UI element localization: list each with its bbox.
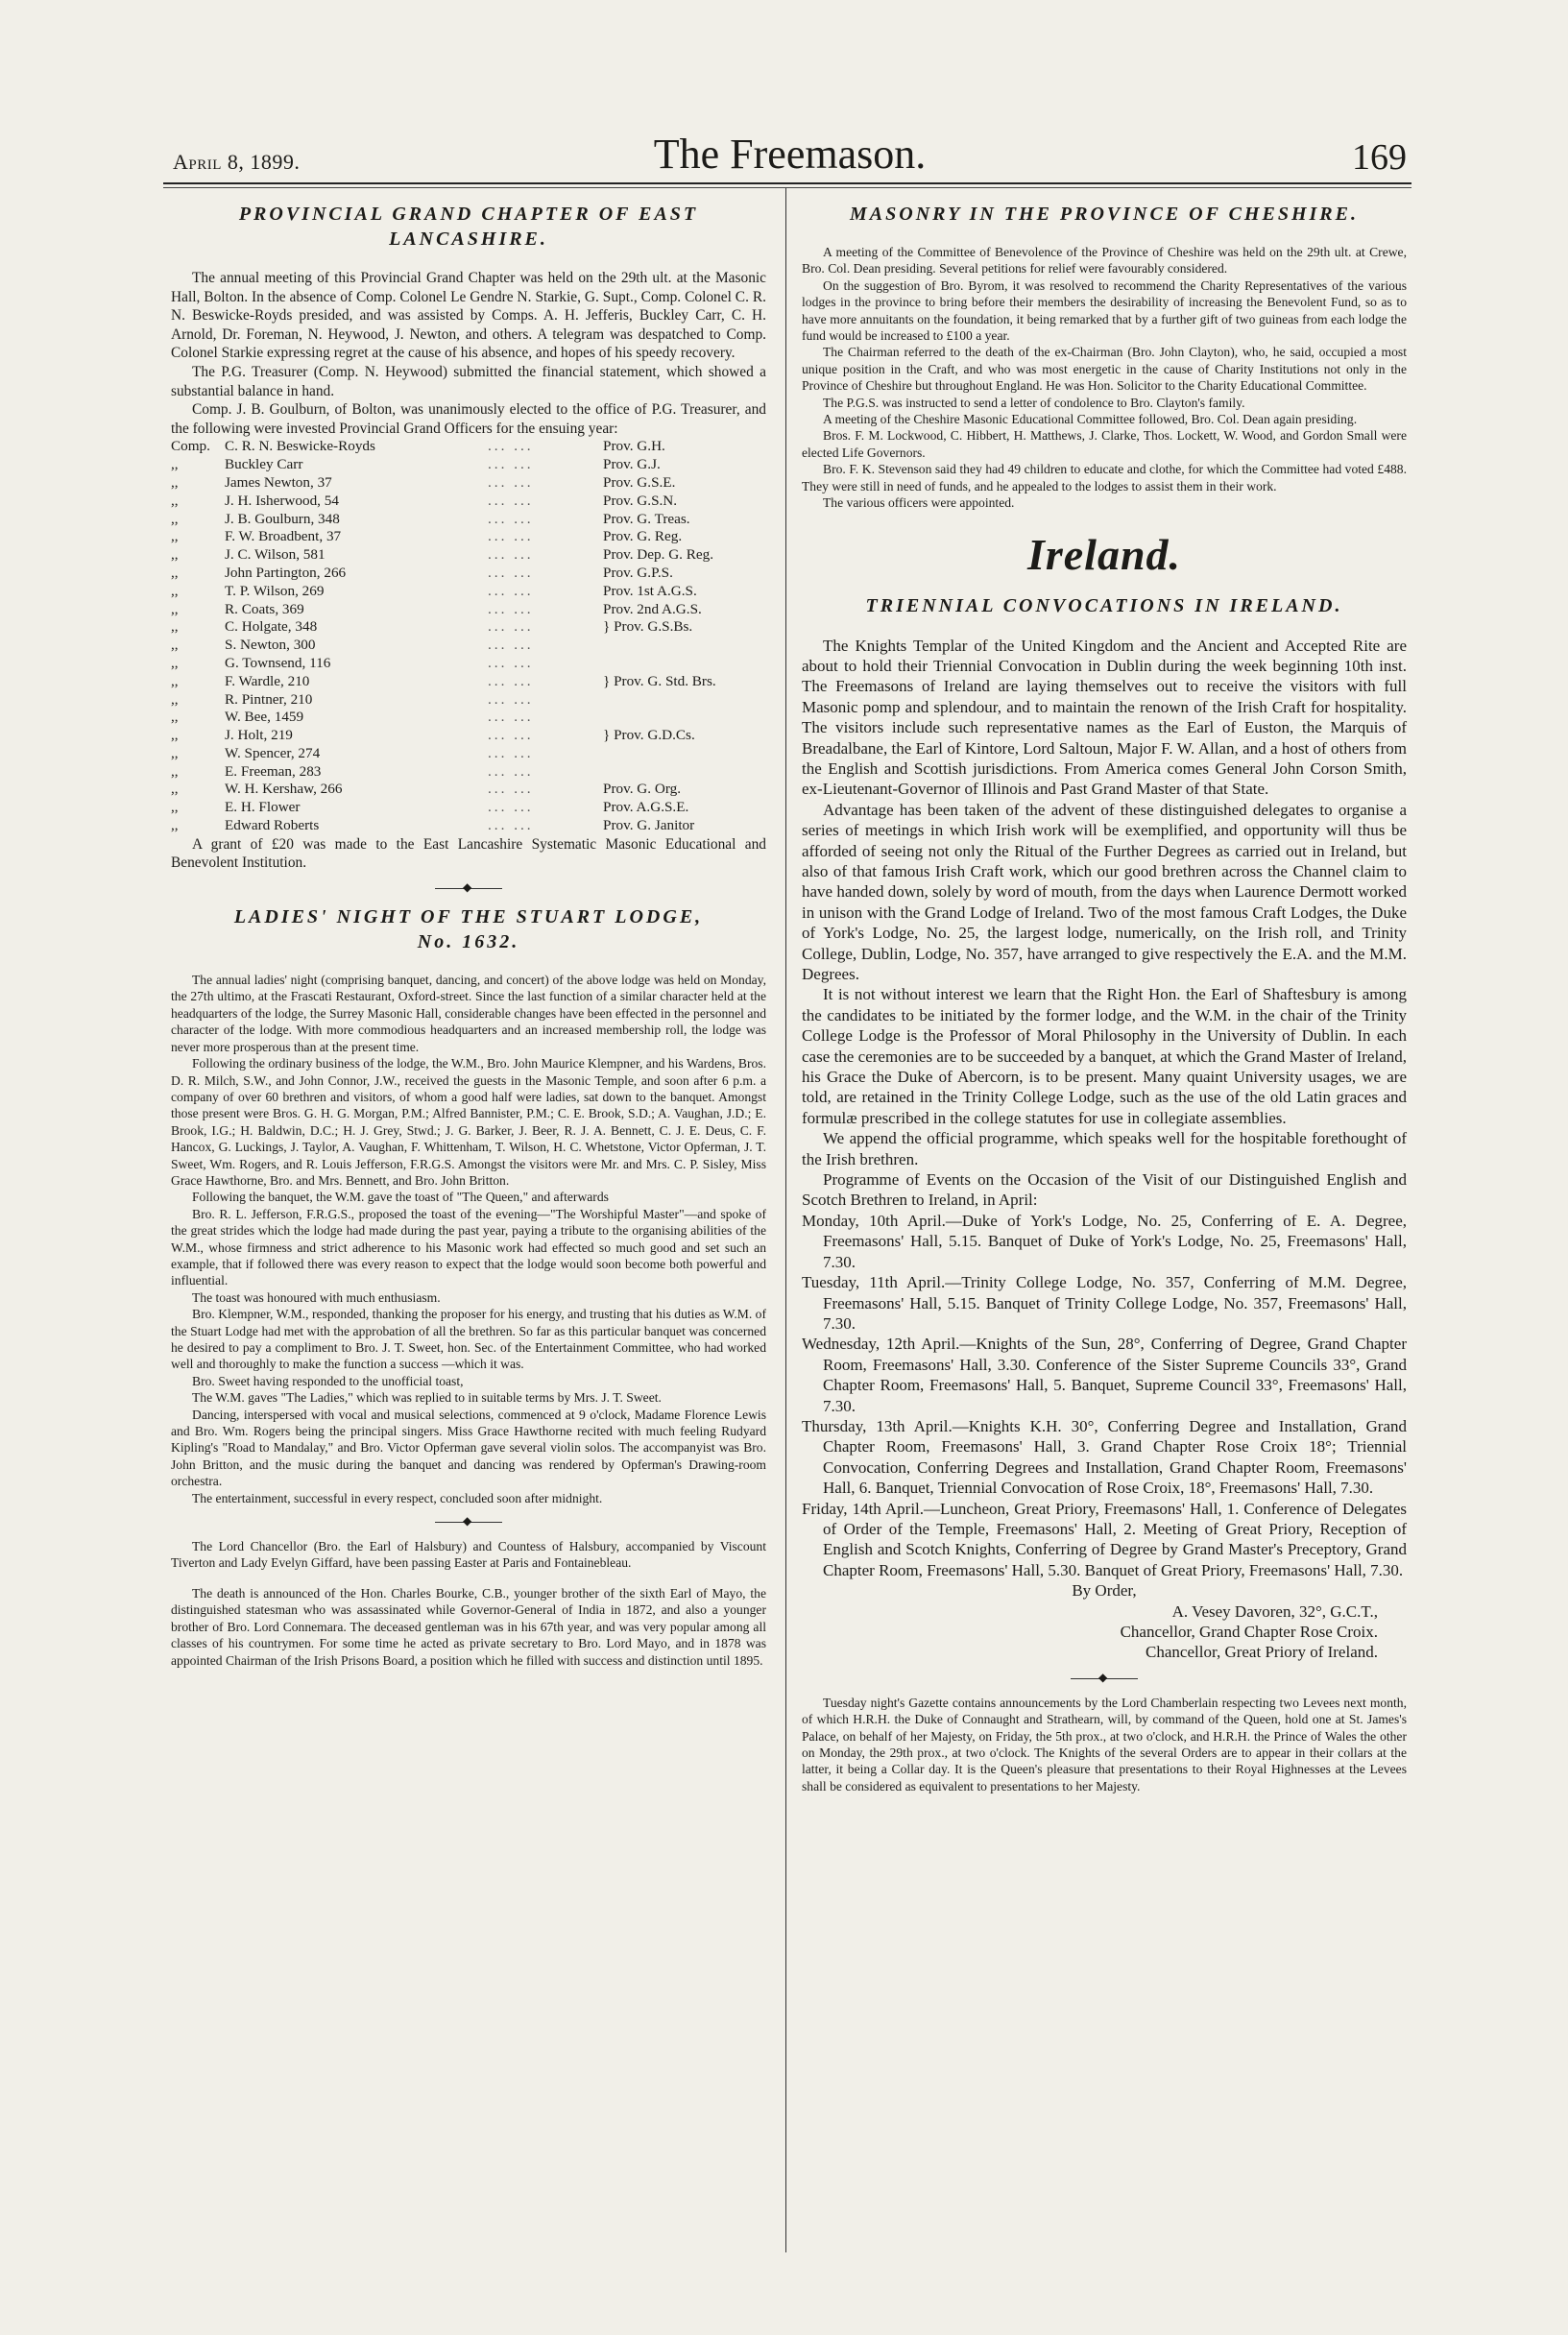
paragraph: It is not without interest we learn that the Right Hon. the Earl of Shaftesbury is among the candidates to be initiated by the former lodge, and the W.M. in the chair of the Trinity College Lodge is the Professor of Moral Philosophy in the University of Dublin. In each case the ceremonies are to be succeeded by a banquet, at which the Grand Master of Ireland, his Grace the Duke of Abercorn, is to be present. Many quaint University usages, we are told, are retained in the Trinity College Lodge, such as the use of the old Latin graces and formulæ prescribed in the college statutes for use in collegiate assemblies.: [802, 985, 1407, 1127]
officer-office: Prov. G.S.N.: [603, 492, 678, 509]
officer-row: [171, 474, 766, 493]
paragraph: The various officers were appointed.: [823, 495, 1015, 511]
officer-row: [171, 763, 766, 782]
officer-prefix: ,,: [171, 456, 179, 473]
officer-prefix: ,,: [171, 600, 179, 617]
officer-prefix: ,,: [171, 618, 179, 636]
leader-dots: ... ...: [488, 510, 534, 527]
masthead-rule: [163, 182, 1411, 184]
officer-row: [171, 691, 766, 710]
officer-office: Prov. G. Janitor: [603, 817, 695, 834]
officer-name: J. H. Isherwood, 54: [225, 492, 339, 509]
article-east-lancashire: [171, 202, 766, 873]
paragraph: We append the official programme, which speaks well for the hospitable forethought of the Irish brethren.: [802, 1129, 1407, 1168]
officer-name: W. H. Kershaw, 266: [225, 781, 343, 798]
signatory: A. Vesey Davoren, 32°, G.C.T.,: [1171, 1601, 1378, 1621]
right-column: [802, 202, 1407, 1794]
paragraph: The entertainment, successful in every respect, concluded soon after midnight.: [192, 1490, 603, 1505]
officer-prefix: ,,: [171, 492, 179, 509]
officer-name: W. Spencer, 274: [225, 744, 321, 761]
programme-item: Thursday, 13th April.—Knights K.H. 30°, Conferring Degree and Installation, Grand Chapter Room, Freemasons' Hall, 3. Grand Chapter Rose Croix 18°; Triennial Convocation, Conferring Degrees and Installation, Grand Chapter Room, Freemasons' Hall, 6. Banquet, Triennial Convocation of Rose Croix, 18°, Freemasons' Hall, 7.30.: [802, 1416, 1407, 1498]
officer-row: [171, 799, 766, 817]
officer-row: [171, 745, 766, 763]
paragraph: Dancing, interspersed with vocal and musical selections, commenced at 9 o'clock, Madame Florence Lewis and Bro. Wm. Rogers being the principal singers. Miss Grace Hawthorne recited with much feeling Rudyard Kipling's "Road to Mandalay," and Bro. Victor Opferman gave several violin solos. The accompanyist was Bro. John Britton, and the music during the banquet and dancing was rendered by Opferman's Drawing-room orchestra.: [171, 1407, 766, 1489]
leader-dots: ... ...: [488, 546, 534, 564]
officer-office: [603, 709, 766, 727]
officer-prefix: ,,: [171, 637, 179, 654]
officer-row: [171, 637, 766, 655]
leader-dots: ... ...: [488, 690, 534, 708]
officer-row: [171, 493, 766, 511]
paragraph: The W.M. gaves "The Ladies," which was replied to in suitable terms by Mrs. J. T. Sweet.: [192, 1390, 662, 1406]
officer-name: C. Holgate, 348: [225, 618, 318, 636]
officer-office: Prov. G. Treas.: [603, 510, 690, 527]
article-body: [171, 972, 766, 1506]
programme-item: Tuesday, 11th April.—Trinity College Lodge, No. 357, Conferring of M.M. Degree, Freemasons' Hall, 5.15. Banquet of Trinity College Lodge, No. 357, Freemasons' Hall, 7.30.: [802, 1273, 1407, 1333]
leader-dots: ... ...: [488, 744, 534, 761]
paragraph: Following the banquet, the W.M. gave the toast of "The Queen," and afterwards: [192, 1190, 609, 1205]
article-body: [171, 269, 766, 438]
officer-office: Prov. G. Org.: [603, 781, 682, 798]
paragraph: The death is announced of the Hon. Charles Bourke, C.B., younger brother of the sixth Earl of Mayo, the distinguished statesman who was assassinated while Governor-General of India in 1872, and also a younger brother of Bro. Lord Connemara. The deceased gentleman was in his 67th year, and was very popular among all classes of his countrymen. For some time he acted as private secretary to Bro. Lord Mayo, and in 1878 was appointed Chairman of the Irish Prisons Board, a position which he filled with success and distinction until 1895.: [171, 1585, 766, 1668]
officer-name: Edward Roberts: [225, 817, 320, 834]
officer-office: Prov. Dep. G. Reg.: [603, 546, 714, 564]
officer-name: R. Pintner, 210: [225, 690, 313, 708]
masthead-rule-thin: [163, 187, 1411, 188]
officer-row: [171, 438, 766, 456]
officer-name: J. Holt, 219: [225, 727, 293, 744]
officer-name: T. P. Wilson, 269: [225, 582, 325, 599]
officer-name: John Partington, 266: [225, 564, 347, 581]
programme-item: Wednesday, 12th April.—Knights of the Sun, 28°, Conferring of Degree, Grand Chapter Room, Freemasons' Hall, 3.30. Conference of the Sister Supreme Councils 33°, Grand Chapter Room, Freemasons' Hall, 5. Banquet, Supreme Council 33°, Freemasons' Hall, 7.30.: [802, 1335, 1407, 1415]
paragraph: A meeting of the Committee of Benevolence of the Province of Cheshire was held on the 29th ult. at Crewe, Bro. Col. Dean presiding. Several petitions for relief were favourably considered.: [802, 245, 1407, 277]
section-separator: [1071, 1678, 1138, 1679]
article-stuart-lodge: [171, 904, 766, 1506]
paragraph: The annual meeting of this Provincial Grand Chapter was held on the 29th ult. at the Masonic Hall, Bolton. In the absence of Comp. Colonel Le Gendre N. Starkie, G. Supt., Comp. Colonel C. R. N. Beswicke-Royds presided, and was assisted by Comps. A. H. Jefferis, Buckley Carr, C. H. Arnold, Dr. Foreman, N. Heywood, J. Newton, and others. A telegram was despatched to Comp. Colonel Starkie expressing regret at the cause of his absence, and hopes of his speedy recovery.: [171, 270, 766, 362]
officer-name: F. Wardle, 210: [225, 672, 310, 689]
officer-row: [171, 618, 766, 637]
page-number: 169: [1352, 137, 1407, 178]
paragraph: The Lord Chancellor (Bro. the Earl of Halsbury) and Countess of Halsbury, accompanied by Viscount Tiverton and Lady Evelyn Giffard, have been passing Easter at Paris and Fontainebleau.: [171, 1539, 766, 1571]
signatory-title: Chancellor, Grand Chapter Rose Croix.: [1120, 1623, 1378, 1641]
signature-block: [802, 1580, 1407, 1663]
paragraph: The Chairman referred to the death of the ex-Chairman (Bro. John Clayton), who, he said, occupied a most unique position in the Craft, and who was most energetic in the cause of Charity Institutions not only in the Province of Cheshire but throughout England. He was Hon. Solicitor to the Charity Educational Committee.: [802, 345, 1407, 394]
signatory-title: Chancellor, Great Priory of Ireland.: [1146, 1643, 1378, 1662]
leader-dots: ... ...: [488, 473, 534, 491]
officer-prefix: Comp.: [171, 438, 210, 455]
heading-line: No. 1632.: [417, 931, 520, 953]
paragraph: Advantage has been taken of the advent of these distinguished delegates to organise a series of meetings in which Irish work will be exemplified, and opportunity will thus be afforded of seeing not only the Ritual of the Further Degrees as carried out in Ireland, but also of that famous Irish Craft work, which our good brethren across the Channel claim to have handed down, solely by word of mouth, from the days when Laurence Dermott worked in unison with the Grand Lodge of Ireland. Two of the most famous Craft Lodges, the Duke of York's Lodge, No. 25, the largest lodge, numerically, on the Irish roll, and Trinity College, Dublin, Lodge, No. 357, have arranged to give respectively the E.A. and the M.M. Degrees.: [802, 800, 1407, 983]
leader-dots: ... ...: [488, 799, 534, 816]
paragraph: Tuesday night's Gazette contains announcements by the Lord Chamberlain respecting two Levees next month, of which H.R.H. the Duke of Connaught and Strathearn, will, by command of the Queen, hold one at St. James's Palace, on behalf of her Majesty, on Friday, the 5th prox., at two o'clock, and H.R.H. the Prince of Wales the other on Monday, the 29th prox., at two o'clock. The Knights of the several Orders are to appear in their collars at the latter, it being a Collar day. It is the Queen's pleasure that presentations to their Royal Highnesses at the Levees shall be considered as equivalent to presentations to her Majesty.: [802, 1695, 1407, 1793]
officer-office: Prov. G.S.E.: [603, 473, 676, 491]
officer-prefix: ,,: [171, 781, 179, 798]
article-heading: [171, 202, 766, 252]
officer-name: J. C. Wilson, 581: [225, 546, 326, 564]
officer-office: } Prov. G.D.Cs.: [603, 727, 695, 744]
officer-office: [603, 763, 766, 782]
officer-row: [171, 546, 766, 565]
officer-office: [603, 655, 766, 673]
paragraph: A meeting of the Cheshire Masonic Educational Committee followed, Bro. Col. Dean again presiding.: [823, 412, 1358, 427]
officer-prefix: ,,: [171, 744, 179, 761]
section-separator: [435, 1522, 502, 1523]
officer-name: S. Newton, 300: [225, 637, 316, 654]
programme-item: Friday, 14th April.—Luncheon, Great Priory, Freemasons' Hall, 1. Conference of Delegates of Order of the Temple, Freemasons' Hall, 2. Meeting of Great Priory, Reception of English and Scotch Knights, Conferring of Degree by Grand Master's Preceptory, Grand Chapter Room, Freemasons' Hall, 5.30. Banquet of Great Priory, Freemasons' Hall, 7.30.: [802, 1499, 1407, 1579]
notes-section: [171, 1538, 766, 1669]
officer-office: Prov. G.J.: [603, 456, 661, 473]
officer-office: Prov. G.H.: [603, 438, 665, 455]
officer-row: [171, 781, 766, 799]
paragraph: Bro. Sweet having responded to the unofficial toast,: [192, 1373, 464, 1388]
leader-dots: ... ...: [488, 727, 534, 744]
paragraph: Bro. Klempner, W.M., responded, thanking the proposer for his energy, and trusting that his duties as W.M. of the Stuart Lodge had met with the approbation of all the brethren. So far as this particular banquet was concerned he desired to pay a compliment to Bro. J. T. Sweet, hon. Sec. of the Entertainment Committee, who had worked well and thoroughly to make the function a success —which it was.: [171, 1307, 766, 1372]
officer-prefix: ,,: [171, 546, 179, 564]
officer-prefix: ,,: [171, 727, 179, 744]
paragraph: The Knights Templar of the United Kingdom and the Ancient and Accepted Rite are about to hold their Triennial Convocation in Dublin during the week beginning 10th inst. The Freemasons of Ireland are laying themselves out to receive the visitors with full Masonic pomp and splendour, and to maintain the renown of the Irish Craft for hospitality. The visitors include such representative names as the Earl of Euston, the Marquis of Breadalbane, the Earl of Kintore, Lord Saltoun, Major F. W. Allan, and a host of others from the English and Scottish jurisdictions. From America comes General John Corson Smith, ex-Lieutenant-Governor of Illinois and Past Grand Master of that State.: [802, 636, 1407, 799]
leader-dots: ... ...: [488, 654, 534, 671]
section-separator: [435, 888, 502, 889]
leader-dots: ... ...: [488, 637, 534, 654]
officer-office: Prov. A.G.S.E.: [603, 799, 689, 816]
officer-name: E. H. Flower: [225, 799, 301, 816]
leader-dots: ... ...: [488, 600, 534, 617]
officers-list: [171, 438, 766, 835]
programme-list: [802, 1211, 1407, 1580]
officer-prefix: ,,: [171, 762, 179, 780]
paragraph: Following the ordinary business of the lodge, the W.M., Bro. John Maurice Klempner, and his Wardens, Bros. D. R. Milch, S.W., and John Connor, J.W., received the guests in the Masonic Temple, and soon after 6 p.m. a company of over 60 brethren and visitors, of whom a good half were ladies, sat down to the banquet. Amongst those present were Bros. G. H. G. Morgan, P.M.; Alfred Bannister, P.M.; C. E. Brook, S.D.; A. Vaughan, J.D.; E. Brook, I.G.; H. Baldwin, D.C.; H. J. Grey, Stwd.; J. G. Barker, J. Beer, R. J. A. Bennett, C. J. E. Deus, C. F. Hancox, G. Luckings, J. Taylor, A. Vaughan, F. Whittenham, T. Wilson, H. C. Whetstone, Victor Opferman, J. T. Sweet, Wm. Rogers, and R. Louis Jefferson, F.R.G.S. Amongst the visitors were Mr. and Mrs. C. P. Sisley, Miss Grace Hawthorne, Bro. and Mrs. Bennett, and Bro. John Britton.: [171, 1056, 766, 1188]
officer-office: Prov. G. Reg.: [603, 528, 683, 545]
leader-dots: ... ...: [488, 781, 534, 798]
officer-row: [171, 565, 766, 583]
officer-prefix: ,,: [171, 510, 179, 527]
article-cheshire: [802, 202, 1407, 512]
leader-dots: ... ...: [488, 582, 534, 599]
officer-name: James Newton, 37: [225, 473, 332, 491]
officer-row: [171, 528, 766, 546]
leader-dots: ... ...: [488, 438, 534, 455]
officer-row: [171, 709, 766, 727]
column-divider: [785, 188, 786, 2252]
officer-row: [171, 456, 766, 474]
by-order: By Order,: [1072, 1581, 1137, 1601]
officer-name: R. Coats, 369: [225, 600, 304, 617]
officer-prefix: ,,: [171, 690, 179, 708]
officer-name: G. Townsend, 116: [225, 654, 331, 671]
officer-row: [171, 673, 766, 691]
officer-name: W. Bee, 1459: [225, 709, 304, 726]
section-title: Ireland.: [1026, 529, 1182, 579]
paragraph: Bro. R. L. Jefferson, F.R.G.S., proposed the toast of the evening—"The Worshipful Master"—and spoke of the great strides which the lodge had made during the past year, paying a tribute to the organising abilities of the W.M., whose firmness and strict adherence to his Masonic work had effected so much good and set such an example, that if followed there was every reason to expect that the lodge would soon become both powerful and influential.: [171, 1206, 766, 1288]
paragraph: Programme of Events on the Occasion of the Visit of our Distinguished English and Scotch Brethren to Ireland, in April:: [802, 1170, 1407, 1210]
officer-office: Prov. 1st A.G.S.: [603, 582, 697, 599]
article-body: [171, 1538, 766, 1669]
officer-prefix: ,,: [171, 473, 179, 491]
officer-office: [603, 637, 766, 655]
officer-name: F. W. Broadbent, 37: [225, 528, 342, 545]
officer-prefix: ,,: [171, 799, 179, 816]
article-heading: MASONRY IN THE PROVINCE OF CHESHIRE.: [850, 204, 1359, 225]
officer-office: } Prov. G.S.Bs.: [603, 618, 693, 636]
officer-office: Prov. G.P.S.: [603, 564, 673, 581]
leader-dots: ... ...: [488, 762, 534, 780]
article-body: [171, 835, 766, 873]
officer-prefix: ,,: [171, 582, 179, 599]
leader-dots: ... ...: [488, 564, 534, 581]
article-gazette: [802, 1695, 1407, 1794]
paragraph: Comp. J. B. Goulburn, of Bolton, was unanimously elected to the office of P.G. Treasurer, and the following were invested Provincial Grand Officers for the ensuing year:: [171, 401, 766, 437]
left-column: [171, 202, 766, 1669]
officer-office: [603, 745, 766, 763]
paragraph: The P.G. Treasurer (Comp. N. Heywood) submitted the financial statement, which showed a substantial balance in hand.: [171, 363, 766, 399]
heading-line: LADIES' NIGHT OF THE STUART LODGE,: [233, 906, 704, 928]
officer-name: J. B. Goulburn, 348: [225, 510, 340, 527]
paragraph: Bro. F. K. Stevenson said they had 49 children to educate and clothe, for which the Committee had voted £488. They were still in need of funds, and he appealed to the lodges to assist them in their work.: [802, 462, 1407, 493]
officer-office: } Prov. G. Std. Brs.: [603, 672, 716, 689]
leader-dots: ... ...: [488, 709, 534, 726]
publication-title: The Freemason.: [653, 131, 927, 178]
paragraph: The toast was honoured with much enthusiasm.: [192, 1289, 441, 1305]
paragraph: A grant of £20 was made to the East Lancashire Systematic Masonic Educational and Benevolent Institution.: [171, 835, 766, 872]
officer-name: C. R. N. Beswicke-Royds: [225, 438, 375, 455]
article-body: [802, 636, 1407, 1211]
leader-dots: ... ...: [488, 618, 534, 636]
heading-line: PROVINCIAL GRAND CHAPTER OF EAST: [238, 204, 699, 225]
officer-prefix: ,,: [171, 817, 179, 834]
article-body: [802, 244, 1407, 512]
officer-prefix: ,,: [171, 564, 179, 581]
programme-item: Monday, 10th April.—Duke of York's Lodge, No. 25, Conferring of E. A. Degree, Freemasons' Hall, 5.15. Banquet of Duke of York's Lodge, No. 25, Freemasons' Hall, 7.30.: [802, 1211, 1407, 1271]
officer-prefix: ,,: [171, 709, 179, 726]
leader-dots: ... ...: [488, 456, 534, 473]
officer-row: [171, 817, 766, 835]
heading-line: LANCASHIRE.: [389, 229, 548, 250]
officer-prefix: ,,: [171, 654, 179, 671]
officer-row: [171, 583, 766, 601]
officer-office: [603, 691, 766, 710]
officer-row: [171, 601, 766, 619]
masthead: [173, 121, 1407, 179]
article-body: [802, 1695, 1407, 1794]
paragraph: On the suggestion of Bro. Byrom, it was resolved to recommend the Charity Representatives of the various lodges in the province to bring before their members the desirability of increasing the Benevolent Fund, so as to have more annuitants on the foundation, it being remarked that by a further gift of two guineas from each lodge the fund would be increased to £100 a year.: [802, 277, 1407, 344]
article-heading: [171, 904, 766, 954]
paragraph: Bros. F. M. Lockwood, C. Hibbert, H. Matthews, J. Clarke, Thos. Lockett, W. Wood, and Gordon Small were elected Life Governors.: [802, 428, 1407, 460]
officer-name: E. Freeman, 283: [225, 762, 322, 780]
officer-row: [171, 511, 766, 529]
officer-row: [171, 655, 766, 673]
officer-name: Buckley Carr: [225, 456, 303, 473]
leader-dots: ... ...: [488, 492, 534, 509]
leader-dots: ... ...: [488, 672, 534, 689]
leader-dots: ... ...: [488, 528, 534, 545]
article-ireland: [802, 529, 1407, 1663]
article-heading: TRIENNIAL CONVOCATIONS IN IRELAND.: [865, 594, 1343, 616]
officer-row: [171, 727, 766, 745]
paragraph: The annual ladies' night (comprising banquet, dancing, and concert) of the above lodge was held on Monday, the 27th ultimo, at the Frascati Restaurant, Oxford-street. Since the last function of a similar character held at the headquarters of the lodge, the Surrey Masonic Hall, considerable changes have been effected in the personnel and character of the lodge. With more commodious headquarters and an increased membership roll, the lodge was never more prosperous than at the present time.: [171, 973, 766, 1054]
officer-prefix: ,,: [171, 672, 179, 689]
officer-prefix: ,,: [171, 528, 179, 545]
paragraph: The P.G.S. was instructed to send a letter of condolence to Bro. Clayton's family.: [823, 395, 1245, 410]
leader-dots: ... ...: [488, 817, 534, 834]
officer-office: Prov. 2nd A.G.S.: [603, 600, 702, 617]
issue-date: April 8, 1899.: [173, 150, 301, 174]
